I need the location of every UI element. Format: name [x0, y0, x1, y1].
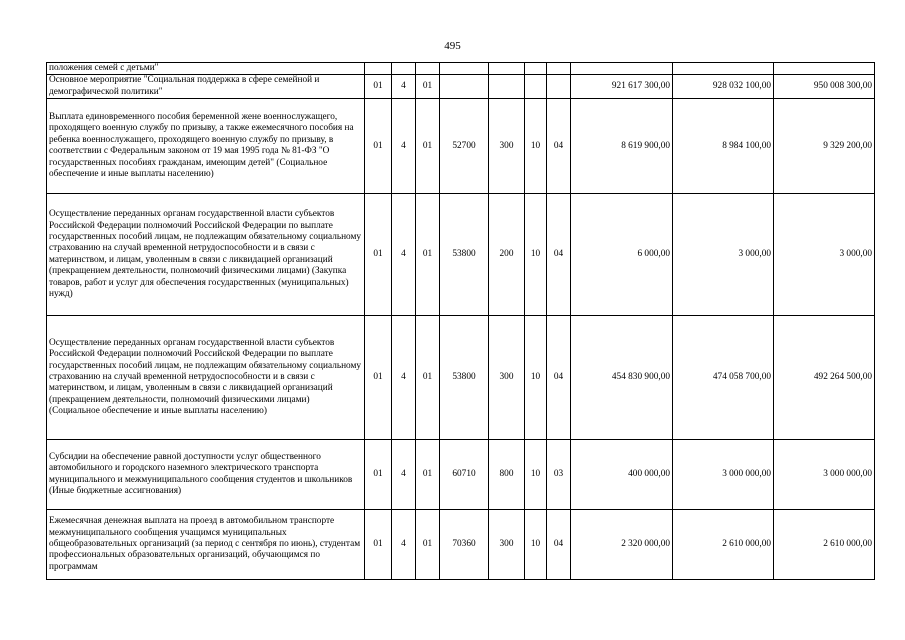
row-description: Ежемесячная денежная выплата на проезд в автомобильном транспорте межмуниципального сообщения учащимся муниципальных общеобразовательных организаций (за период с сентября по июнь), студентам профессиональных образовательных организаций, обучающимся по программам	[47, 510, 365, 580]
subprogram-code-cell	[392, 63, 416, 75]
subprogram-code-cell: 4	[392, 75, 416, 99]
direction-code-cell: 70360	[440, 510, 489, 580]
table-row	[47, 440, 875, 510]
amount-year3-cell: 492 264 500,00	[774, 316, 875, 440]
program-code-cell: 01	[365, 510, 392, 580]
subprogram-code-cell: 4	[392, 510, 416, 580]
section-cell: 10	[525, 194, 547, 316]
subsection-cell: 04	[547, 316, 571, 440]
program-code-cell	[365, 63, 392, 75]
amount-year3-cell: 3 000 000,00	[774, 440, 875, 510]
amount-year3-cell: 9 329 200,00	[774, 99, 875, 194]
page-number: 495	[444, 40, 461, 52]
amount-year2-cell	[673, 63, 774, 75]
direction-code-cell: 52700	[440, 99, 489, 194]
row-description: Субсидии на обеспечение равной доступности услуг общественного автомобильного и городского наземного электрического транспорта муниципального и межмуниципального сообщения студентов и школьников (Иные бюджетные ассигнования)	[47, 440, 365, 510]
section-cell: 10	[525, 440, 547, 510]
program-code-cell: 01	[365, 99, 392, 194]
amount-year3-cell: 2 610 000,00	[774, 510, 875, 580]
amount-year2-cell: 474 058 700,00	[673, 316, 774, 440]
subprogram-code-cell: 4	[392, 440, 416, 510]
row-description: Осуществление переданных органам государственной власти субъектов Российской Федерации полномочий Российской Федерации по выплате государственных пособий лицам, не подлежащим обязательному социальному страхованию на случай временной нетрудоспособности и в связи с материнством, и лицам, уволенным в связи с ликвидацией организаций (прекращением деятельности, полномочий физическими лицами) (Закупка товаров, работ и услуг для обеспечения государственных (муниципальных) нужд)	[47, 194, 365, 316]
table-row	[47, 194, 875, 316]
amount-year3-cell	[774, 63, 875, 75]
event-code-cell: 01	[416, 75, 440, 99]
expense-type-cell: 800	[489, 440, 525, 510]
event-code-cell	[416, 63, 440, 75]
amount-year1-cell: 400 000,00	[571, 440, 673, 510]
row-description: Осуществление переданных органам государственной власти субъектов Российской Федерации полномочий Российской Федерации по выплате государственных пособий лицам, не подлежащим обязательному социальному страхованию на случай временной нетрудоспособности и в связи с материнством, и лицам, уволенным в связи с ликвидацией организаций (прекращением деятельности, полномочий физическими лицами) (Социальное обеспечение и иные выплаты населению)	[47, 316, 365, 440]
program-code-cell: 01	[365, 75, 392, 99]
subprogram-code-cell: 4	[392, 316, 416, 440]
subprogram-code-cell: 4	[392, 99, 416, 194]
program-code-cell: 01	[365, 194, 392, 316]
subprogram-code-cell: 4	[392, 194, 416, 316]
subsection-cell	[547, 75, 571, 99]
amount-year1-cell: 921 617 300,00	[571, 75, 673, 99]
amount-year1-cell: 8 619 900,00	[571, 99, 673, 194]
section-cell: 10	[525, 99, 547, 194]
direction-code-cell	[440, 75, 489, 99]
program-code-cell: 01	[365, 440, 392, 510]
event-code-cell: 01	[416, 510, 440, 580]
subsection-cell: 03	[547, 440, 571, 510]
amount-year2-cell: 3 000,00	[673, 194, 774, 316]
expense-type-cell: 300	[489, 99, 525, 194]
amount-year1-cell: 6 000,00	[571, 194, 673, 316]
direction-code-cell	[440, 63, 489, 75]
expense-type-cell: 300	[489, 316, 525, 440]
amount-year1-cell: 2 320 000,00	[571, 510, 673, 580]
budget-table	[46, 62, 875, 580]
amount-year2-cell: 3 000 000,00	[673, 440, 774, 510]
row-description: положения семей с детьми"	[47, 63, 365, 75]
table-row	[47, 316, 875, 440]
amount-year1-cell	[571, 63, 673, 75]
section-cell: 10	[525, 316, 547, 440]
program-code-cell: 01	[365, 316, 392, 440]
amount-year1-cell: 454 830 900,00	[571, 316, 673, 440]
row-description: Выплата единовременного пособия беременной жене военнослужащего, проходящего военную службу по призыву, а также ежемесячного пособия на ребенка военнослужащего, проходящего военную службу по призыву, в соответствии с Федеральным законом от 19 мая 1995 года № 81-ФЗ "О государственных пособиях гражданам, имеющим детей" (Социальное обеспечение и иные выплаты населению)	[47, 99, 365, 194]
event-code-cell: 01	[416, 99, 440, 194]
direction-code-cell: 53800	[440, 194, 489, 316]
subsection-cell: 04	[547, 99, 571, 194]
table-row	[47, 75, 875, 99]
expense-type-cell: 200	[489, 194, 525, 316]
table-row	[47, 63, 875, 75]
amount-year2-cell: 2 610 000,00	[673, 510, 774, 580]
expense-type-cell: 300	[489, 510, 525, 580]
subsection-cell	[547, 63, 571, 75]
subsection-cell: 04	[547, 510, 571, 580]
subsection-cell: 04	[547, 194, 571, 316]
amount-year2-cell: 8 984 100,00	[673, 99, 774, 194]
table-row	[47, 99, 875, 194]
section-cell	[525, 63, 547, 75]
row-description: Основное мероприятие "Социальная поддержка в сфере семейной и демографической политики"	[47, 75, 365, 99]
amount-year2-cell: 928 032 100,00	[673, 75, 774, 99]
table-row	[47, 510, 875, 580]
expense-type-cell	[489, 63, 525, 75]
event-code-cell: 01	[416, 316, 440, 440]
event-code-cell: 01	[416, 440, 440, 510]
event-code-cell: 01	[416, 194, 440, 316]
direction-code-cell: 60710	[440, 440, 489, 510]
amount-year3-cell: 3 000,00	[774, 194, 875, 316]
expense-type-cell	[489, 75, 525, 99]
section-cell: 10	[525, 510, 547, 580]
section-cell	[525, 75, 547, 99]
direction-code-cell: 53800	[440, 316, 489, 440]
amount-year3-cell: 950 008 300,00	[774, 75, 875, 99]
